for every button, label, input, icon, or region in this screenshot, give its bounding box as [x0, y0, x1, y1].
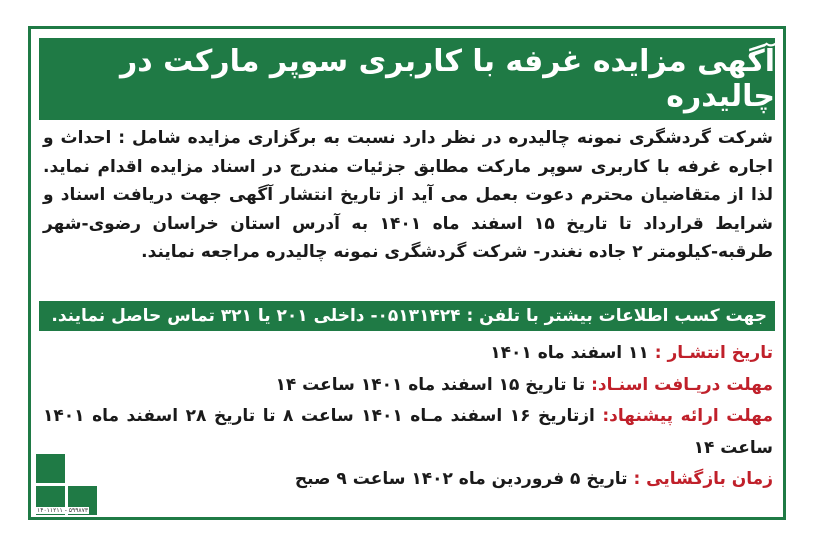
- logo-square: [36, 454, 65, 483]
- detail-opening-time: [43, 464, 773, 496]
- detail-proposal-deadline: [43, 401, 773, 464]
- detail-value: ازتاریخ ۱۶ اسفند مـاه ۱۴۰۱ ساعت ۸ تا تاریخ ۲۸ اسفند ماه ۱۴۰۱ ساعت ۱۴: [43, 406, 773, 458]
- detail-value: ۱۱ اسفند ماه ۱۴۰۱: [490, 343, 655, 363]
- detail-label: مهلت ارائه پیشنهاد:: [602, 406, 773, 426]
- ad-title: آگهی مزایده غرفه با کاربری سوپر مارکت در چالیدره: [39, 38, 775, 120]
- detail-value: تاریخ ۵ فروردین ماه ۱۴۰۲ ساعت ۹ صبح: [294, 469, 634, 489]
- detail-value: تا تاریخ ۱۵ اسفند ماه ۱۴۰۱ ساعت ۱۴: [275, 374, 592, 395]
- detail-label: زمان بازگشایی :: [633, 469, 773, 489]
- ad-frame: [28, 26, 786, 520]
- publisher-logo-icon: [36, 454, 98, 516]
- detail-label: مهلت دریـافت اسنـاد:: [591, 374, 773, 395]
- details-list: [43, 338, 773, 496]
- ad-body-paragraph: شرکت گردشگری نمونه چالیدره در نظر دارد نسبت به برگزاری مزایده شامل : احداث و اجاره غرفه با کاربری سوپر مارکت مطابق جزئیات مندرج در اسناد مزایده اقدام نماید. لذا از متقاضیان محترم دعوت بعمل می آید از تاریخ انتشار آگهی جهت دریافت اسناد و شرایط قرارداد تا تاریخ ۱۵ اسفند ماه ۱۴۰۱ به آدرس استان خراسان رضوی-شهر طرقبه-کیلومتر ۲ جاده نغندر- شرکت گردشگری نمونه چالیدره مراجعه نمایند.: [43, 128, 773, 262]
- detail-publish-date: [43, 338, 773, 370]
- detail-document-deadline: [43, 370, 773, 402]
- detail-label: تاریخ انتشـار :: [654, 343, 773, 363]
- logo-caption: ۱۴۰۱۱۲۱۱ - ۵۹۹۸۷۳: [37, 507, 89, 514]
- contact-banner: جهت کسب اطلاعات بیشتر با تلفن : ۰۵۱۳۱۴۲۴- داخلی ۲۰۱ یا ۳۲۱ تماس حاصل نمایند.: [39, 301, 775, 331]
